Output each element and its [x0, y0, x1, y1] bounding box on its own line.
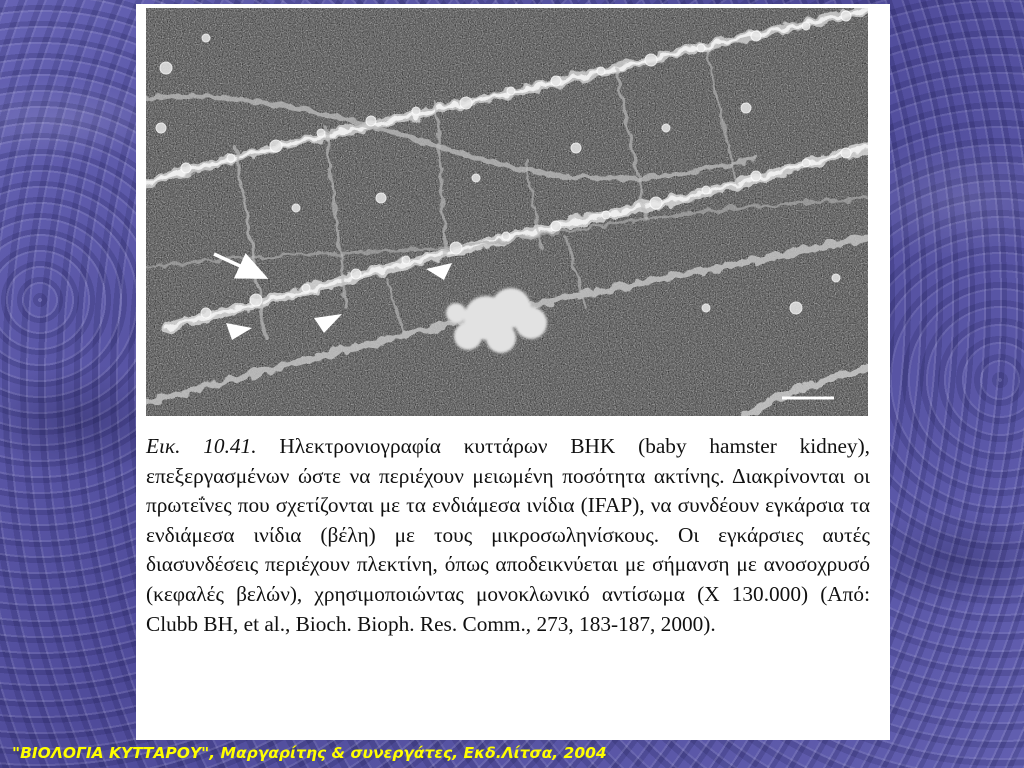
source-credit: "ΒΙΟΛΟΓΙΑ ΚΥΤΤΑΡΟΥ", Μαργαρίτης & συνεργάτες, Εκδ.Λίτσα, 2004 — [12, 744, 607, 762]
figure-caption — [146, 432, 870, 639]
electron-micrograph — [146, 8, 868, 416]
figure-panel — [136, 4, 890, 740]
figure-label: Εικ. 10.41. — [146, 434, 257, 458]
caption-text: Ηλεκτρονιογραφία κυττάρων BHK (baby hamster kidney), επεξεργασμένων ώστε να περιέχουν μειωμένη ποσότητα ακτίνης. Διακρίνονται οι πρωτεΐνες που σχετίζονται με τα ενδιάμεσα ινίδια (IFAP), να συνδέουν εγκάρσια τα ενδιάμεσα ινίδια (βέλη) με τους μικροσωληνίσκους. Οι εγκάρσιες αυτές διασυνδέσεις περιέχουν πλεκτίνη, όπως αποδεικνύεται με σήμανση με ανοσοχρυσό (κεφαλές βελών), χρησιμοποιώντας μονοκλωνικό αντίσωμα (X 130.000) (Από: Clubb BH, et al., Bioch. Bioph. Res. Comm., 273, 183-187, 2000). — [146, 434, 871, 636]
